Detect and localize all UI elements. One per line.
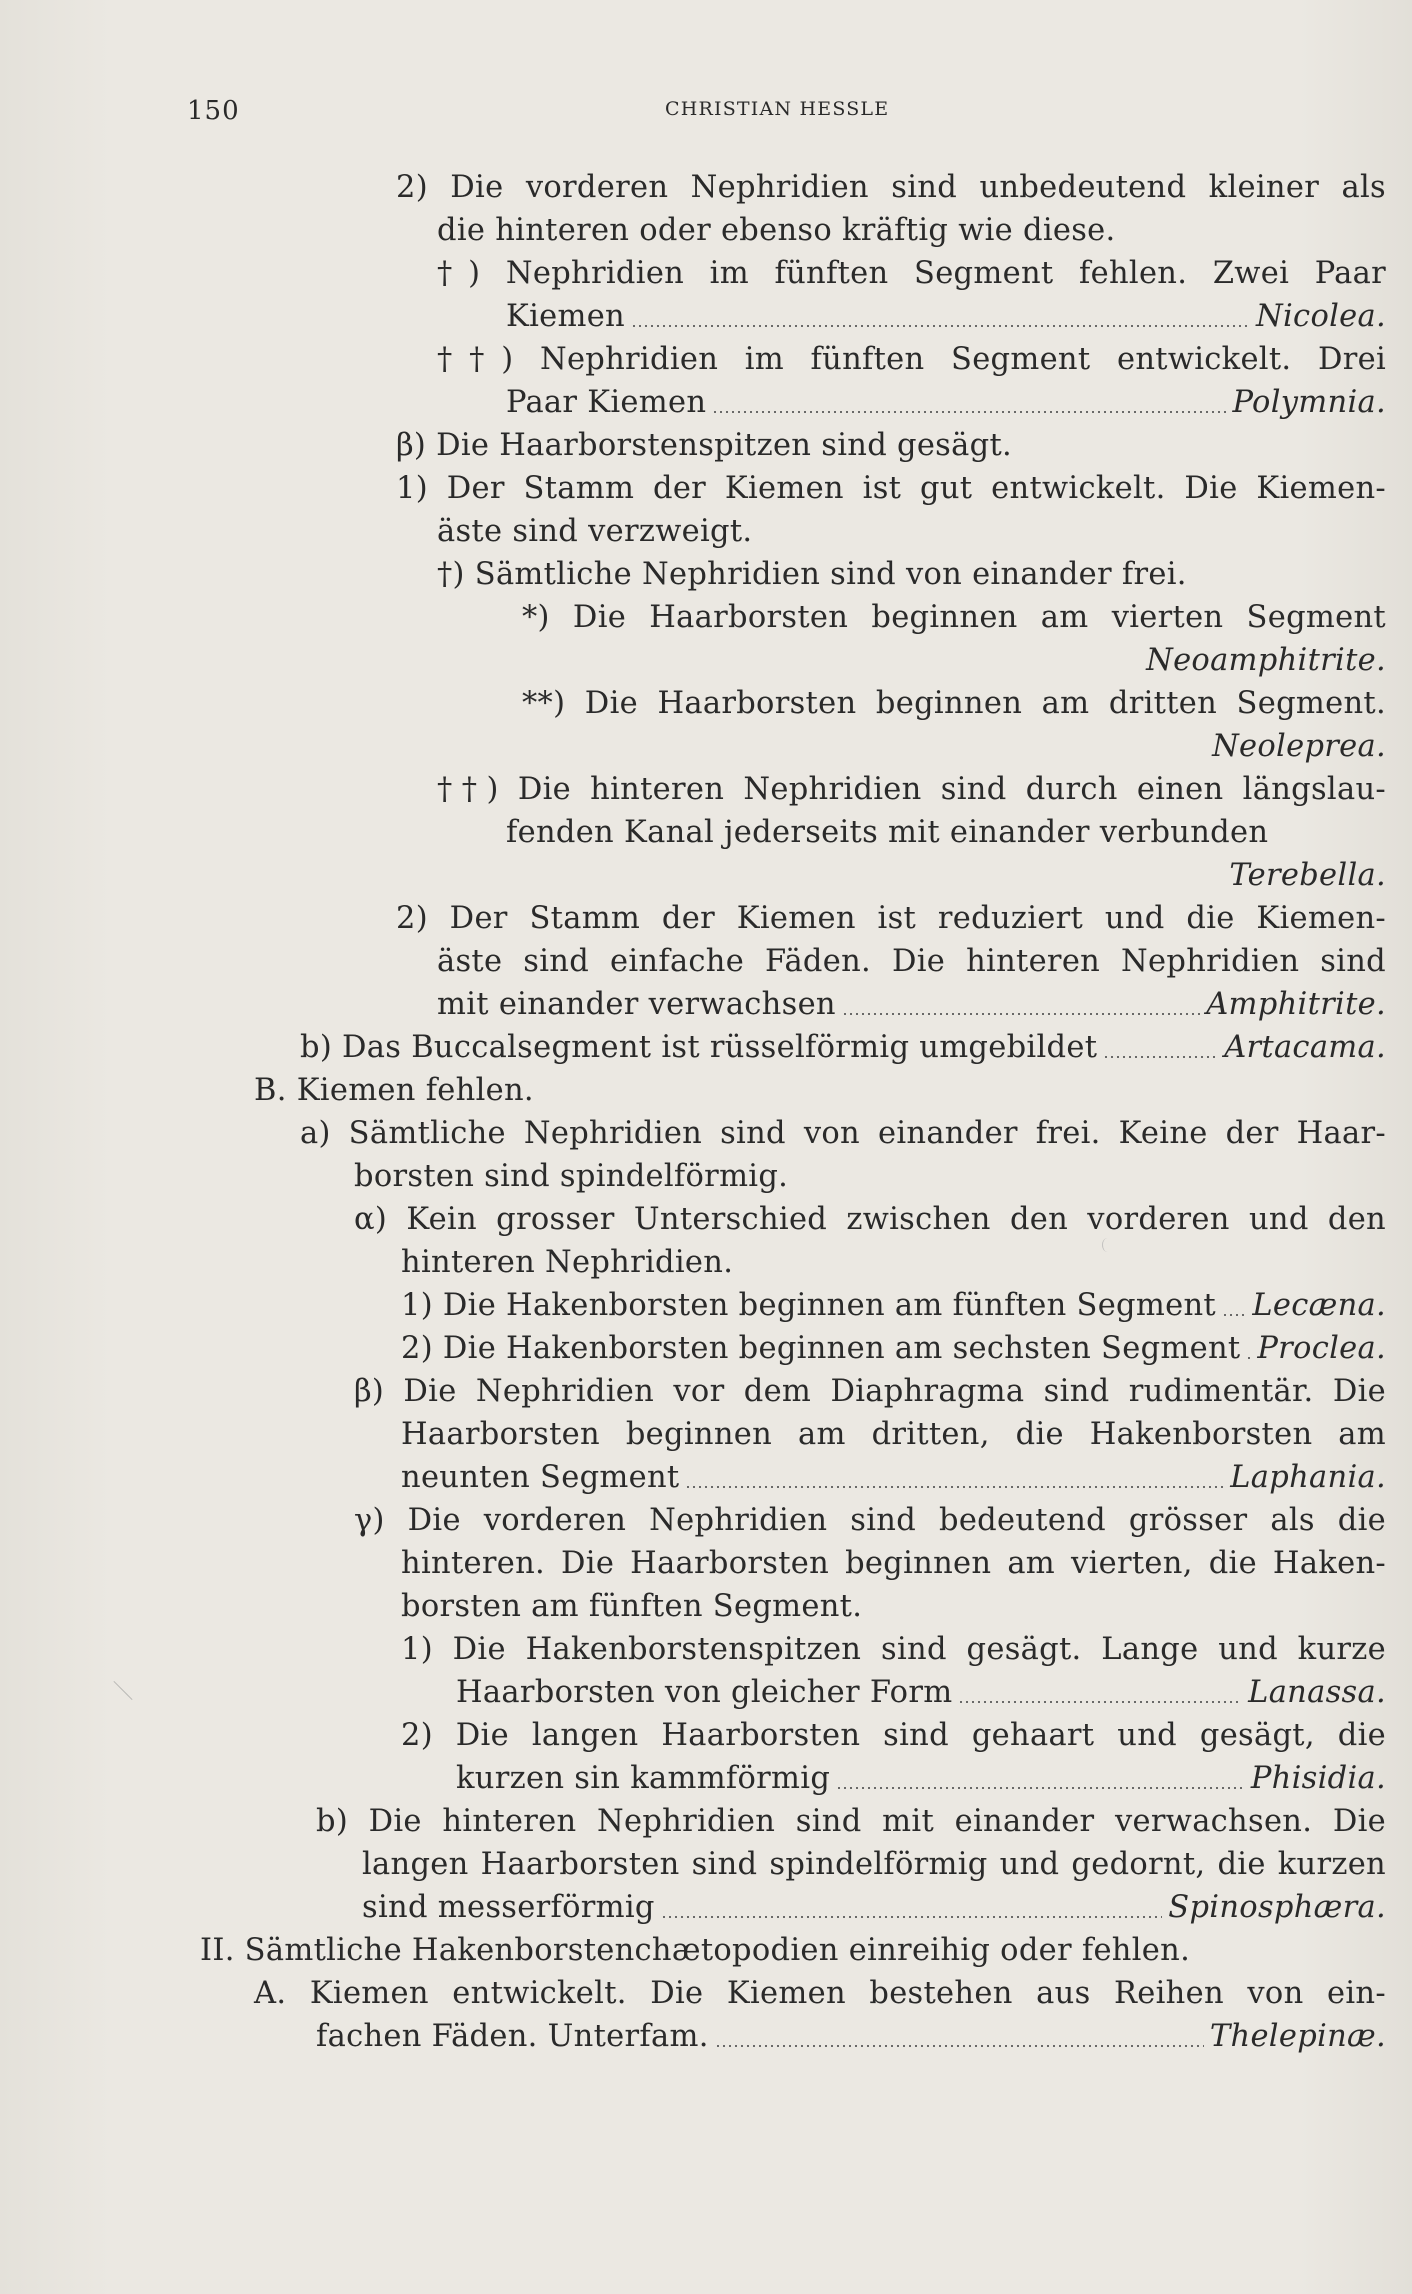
text-line [456,1673,1386,1713]
text-line [437,555,1386,595]
line-text: A. Kiemen entwickelt. Die Kiemen bestehen aus Reihen von ein- [254,1976,1386,2011]
text-line [456,1759,1386,1799]
text-line [254,1071,1386,1111]
text-line [200,1931,1386,1971]
text-line [316,2017,1386,2057]
genus-name: Thelepinæ. [1209,2019,1386,2054]
line-text: neunten Segment [401,1460,680,1495]
leader-dots [1103,1028,1218,1068]
leader-dots [712,383,1226,423]
line-text: b) Das Buccalsegment ist rüsselförmig umgebildet [300,1030,1098,1065]
line-text: fachen Fäden. Unterfam. [316,2019,709,2054]
leader-dots [661,1888,1163,1928]
line-text: 2) Die langen Haarborsten sind gehaart und gesägt, die [401,1718,1386,1753]
text-line [401,1243,1386,1283]
genus-name: Lecæna. [1252,1288,1386,1323]
leader-dots [836,1759,1245,1799]
line-text: β) Die Nephridien vor dem Diaphragma sind rudimentär. Die [354,1374,1386,1409]
text-line [316,1802,1386,1842]
line-text: II. Sämtliche Hakenborstenchætopodien einreihig oder fehlen. [200,1933,1191,1968]
line-text: **) Die Haarborsten beginnen am dritten Segment. [522,686,1386,721]
line-text: Haarborsten beginnen am dritten, die Hakenborsten am [401,1417,1386,1452]
text-line [437,770,1386,810]
line-text: *) Die Haarborsten beginnen am vierten Segment [522,600,1386,635]
line-text: mit einander verwachsen [437,987,836,1022]
text-line [396,469,1386,509]
line-text: β) Die Haarborstenspitzen sind gesägt. [396,428,1012,463]
text-line [354,1200,1386,1240]
text-line [401,1716,1386,1756]
text-line [396,426,1386,466]
text-line [401,1587,1386,1627]
text-line [300,856,1386,896]
line-text: die hinteren oder ebenso kräftig wie diese. [437,213,1116,248]
line-text: Paar Kiemen [506,385,707,420]
margin-mark [1102,1238,1113,1252]
text-line [354,1501,1386,1541]
text-line [401,1329,1386,1369]
line-text: äste sind verzweigt. [437,514,753,549]
text-line [254,1974,1386,2014]
text-line [401,1286,1386,1326]
line-text: langen Haarborsten sind spindelförmig und gedornt, die kurzen [362,1847,1386,1882]
text-line [437,340,1386,380]
text-line [437,512,1386,552]
text-line [506,383,1386,423]
running-head: CHRISTIAN HESSLE [665,98,890,120]
line-text: 1) Die Hakenborstenspitzen sind gesägt. Lange und kurze [401,1632,1386,1667]
text-line [506,297,1386,337]
line-text: 1) Die Hakenborsten beginnen am fünften Segment [401,1288,1216,1323]
leader-dots [1246,1329,1251,1369]
genus-name: Artacama. [1224,1030,1386,1065]
genus-name: Terebella. [1229,858,1386,893]
text-line [396,168,1386,208]
genus-name: Nicolea. [1256,299,1386,334]
line-text: †) Nephridien im fünften Segment fehlen. Zwei Paar [437,256,1386,291]
line-text: sind messerförmig [362,1890,655,1925]
line-text: 2) Die vorderen Nephridien sind unbedeutend kleiner als [396,170,1386,205]
genus-name: Laphania. [1230,1460,1386,1495]
genus-name: Neoleprea. [1212,729,1386,764]
text-line [300,1028,1386,1068]
line-text: 1) Der Stamm der Kiemen ist gut entwickelt. Die Kiemen- [396,471,1386,506]
text-line [354,1372,1386,1412]
genus-name: Phisidia. [1250,1761,1386,1796]
line-text: γ) Die vorderen Nephridien sind bedeutend grösser als die [354,1503,1386,1538]
line-text: Haarborsten von gleicher Form [456,1675,953,1710]
genus-name: Amphitrite. [1206,987,1386,1022]
line-text: 2) Die Hakenborsten beginnen am sechsten Segment [401,1331,1241,1366]
line-text: a) Sämtliche Nephridien sind von einander frei. Keine der Haar- [300,1116,1386,1151]
genus-name: Neoamphitrite. [1146,643,1386,678]
line-text: äste sind einfache Fäden. Die hinteren Nephridien sind [437,944,1386,979]
genus-name: Proclea. [1257,1331,1386,1366]
text-line [522,684,1386,724]
text-line [300,727,1386,767]
line-text: fenden Kanal jederseits mit einander verbunden [506,815,1269,850]
text-line [522,598,1386,638]
text-line [300,641,1386,681]
line-text: hinteren Nephridien. [401,1245,734,1280]
genus-name: Polymnia. [1232,385,1386,420]
text-line [437,254,1386,294]
text-line [401,1544,1386,1584]
genus-name: Lanassa. [1248,1675,1386,1710]
text-line [401,1630,1386,1670]
text-line [437,211,1386,251]
line-text: hinteren. Die Haarborsten beginnen am vierten, die Haken- [401,1546,1386,1581]
leader-dots [958,1673,1242,1713]
line-text: 2) Der Stamm der Kiemen ist reduziert und die Kiemen- [396,901,1386,936]
text-line [300,1114,1386,1154]
line-text: †) Sämtliche Nephridien sind von einander frei. [437,557,1187,592]
leader-dots [1222,1286,1246,1326]
line-text: Kiemen [506,299,626,334]
line-text: α) Kein grosser Unterschied zwischen den vorderen und den [354,1202,1386,1237]
text-line [506,813,1386,853]
text-line [362,1845,1386,1885]
text-line [401,1415,1386,1455]
leader-dots [631,297,1250,337]
line-text: b) Die hinteren Nephridien sind mit einander verwachsen. Die [316,1804,1386,1839]
line-text: B. Kiemen fehlen. [254,1073,534,1108]
page-number: 150 [187,96,240,126]
text-line [437,985,1386,1025]
text-line [396,899,1386,939]
line-text: borsten sind spindelförmig. [354,1159,789,1194]
line-text: ††) Die hinteren Nephridien sind durch einen längslau- [437,772,1386,807]
line-text: borsten am fünften Segment. [401,1589,863,1624]
text-line [362,1888,1386,1928]
leader-dots [842,985,1200,1025]
leader-dots [715,2017,1204,2057]
genus-name: Spinosphæra. [1168,1890,1386,1925]
line-text: kurzen sin kammförmig [456,1761,831,1796]
leader-dots [685,1458,1224,1498]
line-text: ††) Nephridien im fünften Segment entwickelt. Drei [437,342,1386,377]
text-line [437,942,1386,982]
text-line [354,1157,1386,1197]
text-line [401,1458,1386,1498]
